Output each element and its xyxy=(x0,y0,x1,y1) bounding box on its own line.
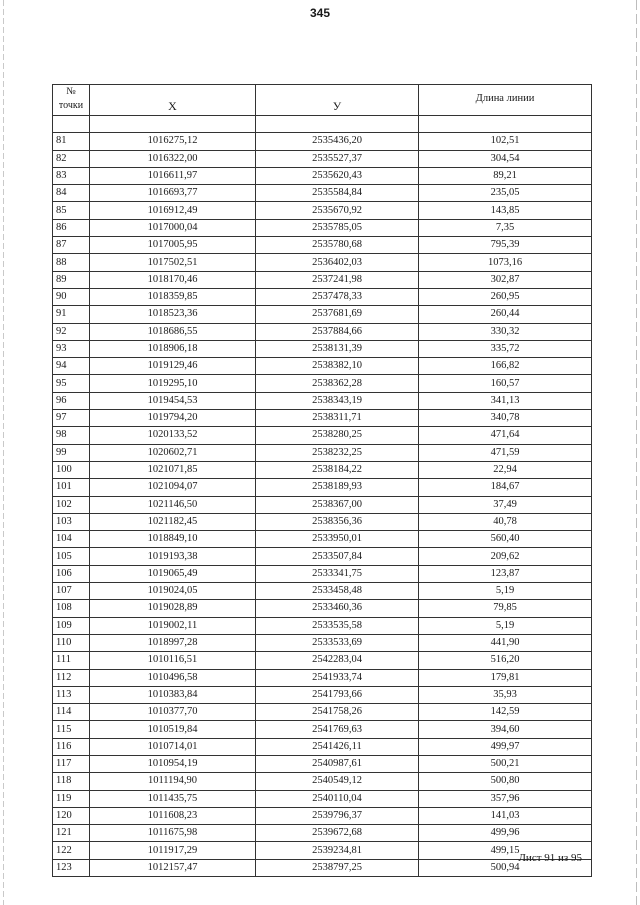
point-number-cell: 98 xyxy=(53,427,90,444)
line-length-cell: 209,62 xyxy=(419,548,592,565)
table-row xyxy=(53,686,592,703)
y-coordinate-cell: 2537478,33 xyxy=(256,288,419,305)
table-row xyxy=(53,288,592,305)
y-coordinate-cell: 2540110,04 xyxy=(256,790,419,807)
table-row xyxy=(53,859,592,876)
line-length-cell: 357,96 xyxy=(419,790,592,807)
point-number-cell: 94 xyxy=(53,358,90,375)
line-length-cell: 516,20 xyxy=(419,652,592,669)
x-coordinate-cell: 1017005,95 xyxy=(90,237,256,254)
y-coordinate-cell: 2541933,74 xyxy=(256,669,419,686)
line-length-cell: 89,21 xyxy=(419,167,592,184)
table-row xyxy=(53,565,592,582)
page-number: 345 xyxy=(309,6,331,20)
table-row xyxy=(53,773,592,790)
header-x: Х xyxy=(90,85,256,116)
table-row xyxy=(53,652,592,669)
line-length-cell: 441,90 xyxy=(419,634,592,651)
point-number-cell: 86 xyxy=(53,219,90,236)
point-number-cell: 115 xyxy=(53,721,90,738)
y-coordinate-cell: 2533341,75 xyxy=(256,565,419,582)
x-coordinate-cell: 1016693,77 xyxy=(90,185,256,202)
y-coordinate-cell: 2535780,68 xyxy=(256,237,419,254)
x-coordinate-cell: 1021094,07 xyxy=(90,479,256,496)
table-row xyxy=(53,513,592,530)
line-length-cell: 160,57 xyxy=(419,375,592,392)
point-number-cell: 106 xyxy=(53,565,90,582)
y-coordinate-cell: 2538356,36 xyxy=(256,513,419,530)
y-coordinate-cell: 2537681,69 xyxy=(256,306,419,323)
table-row xyxy=(53,496,592,513)
sheet-label: Лист 91 из 95 xyxy=(518,852,582,864)
header-num-word: точки xyxy=(58,100,84,111)
x-coordinate-cell: 1012157,47 xyxy=(90,859,256,876)
point-number-cell: 119 xyxy=(53,790,90,807)
point-number-cell: 93 xyxy=(53,340,90,357)
y-coordinate-cell: 2533460,36 xyxy=(256,600,419,617)
line-length-cell: 7,35 xyxy=(419,219,592,236)
y-coordinate-cell: 2538367,00 xyxy=(256,496,419,513)
point-number-cell: 114 xyxy=(53,704,90,721)
point-number-cell: 107 xyxy=(53,583,90,600)
point-number-cell: 103 xyxy=(53,513,90,530)
table-row xyxy=(53,254,592,271)
table-body xyxy=(53,133,592,877)
table-row xyxy=(53,219,592,236)
y-coordinate-cell: 2535527,37 xyxy=(256,150,419,167)
line-length-cell: 499,15 xyxy=(419,842,592,859)
header-point-number xyxy=(53,85,90,116)
x-coordinate-cell: 1016912,49 xyxy=(90,202,256,219)
y-coordinate-cell: 2538311,71 xyxy=(256,410,419,427)
header-line-length: Длина линии xyxy=(419,85,592,116)
table-row xyxy=(53,167,592,184)
line-length-cell: 79,85 xyxy=(419,600,592,617)
point-number-cell: 101 xyxy=(53,479,90,496)
point-number-cell: 99 xyxy=(53,444,90,461)
x-coordinate-cell: 1019028,89 xyxy=(90,600,256,617)
header-y: У xyxy=(256,85,419,116)
point-number-cell: 120 xyxy=(53,807,90,824)
line-length-cell: 37,49 xyxy=(419,496,592,513)
line-length-cell: 500,80 xyxy=(419,773,592,790)
table-row xyxy=(53,185,592,202)
line-length-cell: 123,87 xyxy=(419,565,592,582)
line-length-cell: 260,95 xyxy=(419,288,592,305)
y-coordinate-cell: 2540549,12 xyxy=(256,773,419,790)
line-length-cell: 22,94 xyxy=(419,461,592,478)
x-coordinate-cell: 1016611,97 xyxy=(90,167,256,184)
point-number-cell: 116 xyxy=(53,738,90,755)
table-row xyxy=(53,842,592,859)
y-coordinate-cell: 2535620,43 xyxy=(256,167,419,184)
point-number-cell: 90 xyxy=(53,288,90,305)
x-coordinate-cell: 1019794,20 xyxy=(90,410,256,427)
point-number-cell: 100 xyxy=(53,461,90,478)
table-row xyxy=(53,358,592,375)
table-row xyxy=(53,133,592,150)
x-coordinate-cell: 1018906,18 xyxy=(90,340,256,357)
header-num-symbol: № xyxy=(66,86,76,97)
line-length-cell: 499,97 xyxy=(419,738,592,755)
point-number-cell: 117 xyxy=(53,755,90,772)
x-coordinate-cell: 1017502,51 xyxy=(90,254,256,271)
point-number-cell: 108 xyxy=(53,600,90,617)
x-coordinate-cell: 1011675,98 xyxy=(90,825,256,842)
line-length-cell: 500,94 xyxy=(419,859,592,876)
y-coordinate-cell: 2538232,25 xyxy=(256,444,419,461)
line-length-cell: 302,87 xyxy=(419,271,592,288)
x-coordinate-cell: 1010954,19 xyxy=(90,755,256,772)
y-coordinate-cell: 2537884,66 xyxy=(256,323,419,340)
line-length-cell: 5,19 xyxy=(419,583,592,600)
point-number-cell: 105 xyxy=(53,548,90,565)
table-row xyxy=(53,738,592,755)
line-length-cell: 795,39 xyxy=(419,237,592,254)
y-coordinate-cell: 2542283,04 xyxy=(256,652,419,669)
line-length-cell: 304,54 xyxy=(419,150,592,167)
x-coordinate-cell: 1010116,51 xyxy=(90,652,256,669)
line-length-cell: 235,05 xyxy=(419,185,592,202)
line-length-cell: 500,21 xyxy=(419,755,592,772)
x-coordinate-cell: 1020602,71 xyxy=(90,444,256,461)
point-number-cell: 109 xyxy=(53,617,90,634)
table-row xyxy=(53,461,592,478)
x-coordinate-cell: 1019193,38 xyxy=(90,548,256,565)
x-coordinate-cell: 1019129,46 xyxy=(90,358,256,375)
x-coordinate-cell: 1010714,01 xyxy=(90,738,256,755)
y-coordinate-cell: 2535785,05 xyxy=(256,219,419,236)
y-coordinate-cell: 2537241,98 xyxy=(256,271,419,288)
x-coordinate-cell: 1020133,52 xyxy=(90,427,256,444)
point-number-cell: 92 xyxy=(53,323,90,340)
y-coordinate-cell: 2538362,28 xyxy=(256,375,419,392)
x-coordinate-cell: 1017000,04 xyxy=(90,219,256,236)
y-coordinate-cell: 2539234,81 xyxy=(256,842,419,859)
table-row xyxy=(53,704,592,721)
point-number-cell: 85 xyxy=(53,202,90,219)
line-length-cell: 35,93 xyxy=(419,686,592,703)
table-header-row xyxy=(53,85,592,116)
line-length-cell: 102,51 xyxy=(419,133,592,150)
table-row xyxy=(53,427,592,444)
table-row xyxy=(53,306,592,323)
point-number-cell: 87 xyxy=(53,237,90,254)
x-coordinate-cell: 1018523,36 xyxy=(90,306,256,323)
y-coordinate-cell: 2538280,25 xyxy=(256,427,419,444)
x-coordinate-cell: 1010519,84 xyxy=(90,721,256,738)
table-row xyxy=(53,271,592,288)
y-coordinate-cell: 2535584,84 xyxy=(256,185,419,202)
y-coordinate-cell: 2538797,25 xyxy=(256,859,419,876)
y-coordinate-cell: 2535436,20 xyxy=(256,133,419,150)
line-length-cell: 560,40 xyxy=(419,531,592,548)
table-row xyxy=(53,548,592,565)
point-number-cell: 112 xyxy=(53,669,90,686)
point-number-cell: 91 xyxy=(53,306,90,323)
y-coordinate-cell: 2541426,11 xyxy=(256,738,419,755)
point-number-cell: 97 xyxy=(53,410,90,427)
point-number-cell: 84 xyxy=(53,185,90,202)
y-coordinate-cell: 2538343,19 xyxy=(256,392,419,409)
point-number-cell: 118 xyxy=(53,773,90,790)
table-row xyxy=(53,410,592,427)
x-coordinate-cell: 1018359,85 xyxy=(90,288,256,305)
table-row xyxy=(53,444,592,461)
point-number-cell: 104 xyxy=(53,531,90,548)
y-coordinate-cell: 2539796,37 xyxy=(256,807,419,824)
point-number-cell: 102 xyxy=(53,496,90,513)
point-number-cell: 111 xyxy=(53,652,90,669)
y-coordinate-cell: 2541793,66 xyxy=(256,686,419,703)
y-coordinate-cell: 2538189,93 xyxy=(256,479,419,496)
scan-edge-left xyxy=(3,0,4,905)
x-coordinate-cell: 1021146,50 xyxy=(90,496,256,513)
line-length-cell: 141,03 xyxy=(419,807,592,824)
line-length-cell: 335,72 xyxy=(419,340,592,357)
line-length-cell: 5,19 xyxy=(419,617,592,634)
table-row xyxy=(53,790,592,807)
y-coordinate-cell: 2533507,84 xyxy=(256,548,419,565)
y-coordinate-cell: 2536402,03 xyxy=(256,254,419,271)
table-row xyxy=(53,479,592,496)
line-length-cell: 330,32 xyxy=(419,323,592,340)
table-row xyxy=(53,600,592,617)
line-length-cell: 40,78 xyxy=(419,513,592,530)
x-coordinate-cell: 1019024,05 xyxy=(90,583,256,600)
point-number-cell: 122 xyxy=(53,842,90,859)
line-length-cell: 184,67 xyxy=(419,479,592,496)
line-length-cell: 143,85 xyxy=(419,202,592,219)
x-coordinate-cell: 1016275,12 xyxy=(90,133,256,150)
point-number-cell: 121 xyxy=(53,825,90,842)
header-spacer-row xyxy=(53,116,592,133)
point-number-cell: 89 xyxy=(53,271,90,288)
line-length-cell: 142,59 xyxy=(419,704,592,721)
x-coordinate-cell: 1021071,85 xyxy=(90,461,256,478)
table-row xyxy=(53,669,592,686)
point-number-cell: 82 xyxy=(53,150,90,167)
line-length-cell: 340,78 xyxy=(419,410,592,427)
y-coordinate-cell: 2538184,22 xyxy=(256,461,419,478)
y-coordinate-cell: 2533458,48 xyxy=(256,583,419,600)
point-number-cell: 88 xyxy=(53,254,90,271)
x-coordinate-cell: 1010383,84 xyxy=(90,686,256,703)
line-length-cell: 394,60 xyxy=(419,721,592,738)
point-number-cell: 83 xyxy=(53,167,90,184)
y-coordinate-cell: 2535670,92 xyxy=(256,202,419,219)
scan-edge-right xyxy=(636,0,637,905)
x-coordinate-cell: 1011435,75 xyxy=(90,790,256,807)
table-row xyxy=(53,755,592,772)
x-coordinate-cell: 1019002,11 xyxy=(90,617,256,634)
x-coordinate-cell: 1011194,90 xyxy=(90,773,256,790)
y-coordinate-cell: 2533950,01 xyxy=(256,531,419,548)
table-row xyxy=(53,202,592,219)
y-coordinate-cell: 2538131,39 xyxy=(256,340,419,357)
y-coordinate-cell: 2533533,69 xyxy=(256,634,419,651)
coordinates-table xyxy=(52,84,592,877)
point-number-cell: 96 xyxy=(53,392,90,409)
y-coordinate-cell: 2533535,58 xyxy=(256,617,419,634)
table-row xyxy=(53,392,592,409)
point-number-cell: 110 xyxy=(53,634,90,651)
table-row xyxy=(53,323,592,340)
line-length-cell: 499,96 xyxy=(419,825,592,842)
table-row xyxy=(53,237,592,254)
x-coordinate-cell: 1018849,10 xyxy=(90,531,256,548)
table-row xyxy=(53,531,592,548)
point-number-cell: 81 xyxy=(53,133,90,150)
x-coordinate-cell: 1011917,29 xyxy=(90,842,256,859)
line-length-cell: 341,13 xyxy=(419,392,592,409)
table-row xyxy=(53,375,592,392)
x-coordinate-cell: 1018997,28 xyxy=(90,634,256,651)
x-coordinate-cell: 1016322,00 xyxy=(90,150,256,167)
line-length-cell: 179,81 xyxy=(419,669,592,686)
table-row xyxy=(53,634,592,651)
y-coordinate-cell: 2540987,61 xyxy=(256,755,419,772)
x-coordinate-cell: 1019065,49 xyxy=(90,565,256,582)
table-row xyxy=(53,825,592,842)
y-coordinate-cell: 2541769,63 xyxy=(256,721,419,738)
x-coordinate-cell: 1010496,58 xyxy=(90,669,256,686)
x-coordinate-cell: 1021182,45 xyxy=(90,513,256,530)
line-length-cell: 471,64 xyxy=(419,427,592,444)
point-number-cell: 123 xyxy=(53,859,90,876)
point-number-cell: 113 xyxy=(53,686,90,703)
y-coordinate-cell: 2539672,68 xyxy=(256,825,419,842)
table-row xyxy=(53,340,592,357)
x-coordinate-cell: 1010377,70 xyxy=(90,704,256,721)
x-coordinate-cell: 1018686,55 xyxy=(90,323,256,340)
x-coordinate-cell: 1019295,10 xyxy=(90,375,256,392)
line-length-cell: 1073,16 xyxy=(419,254,592,271)
x-coordinate-cell: 1019454,53 xyxy=(90,392,256,409)
table-row xyxy=(53,617,592,634)
table-row xyxy=(53,807,592,824)
y-coordinate-cell: 2541758,26 xyxy=(256,704,419,721)
line-length-cell: 471,59 xyxy=(419,444,592,461)
table-row xyxy=(53,583,592,600)
x-coordinate-cell: 1011608,23 xyxy=(90,807,256,824)
x-coordinate-cell: 1018170,46 xyxy=(90,271,256,288)
y-coordinate-cell: 2538382,10 xyxy=(256,358,419,375)
point-number-cell: 95 xyxy=(53,375,90,392)
table-row xyxy=(53,150,592,167)
line-length-cell: 166,82 xyxy=(419,358,592,375)
table-row xyxy=(53,721,592,738)
line-length-cell: 260,44 xyxy=(419,306,592,323)
